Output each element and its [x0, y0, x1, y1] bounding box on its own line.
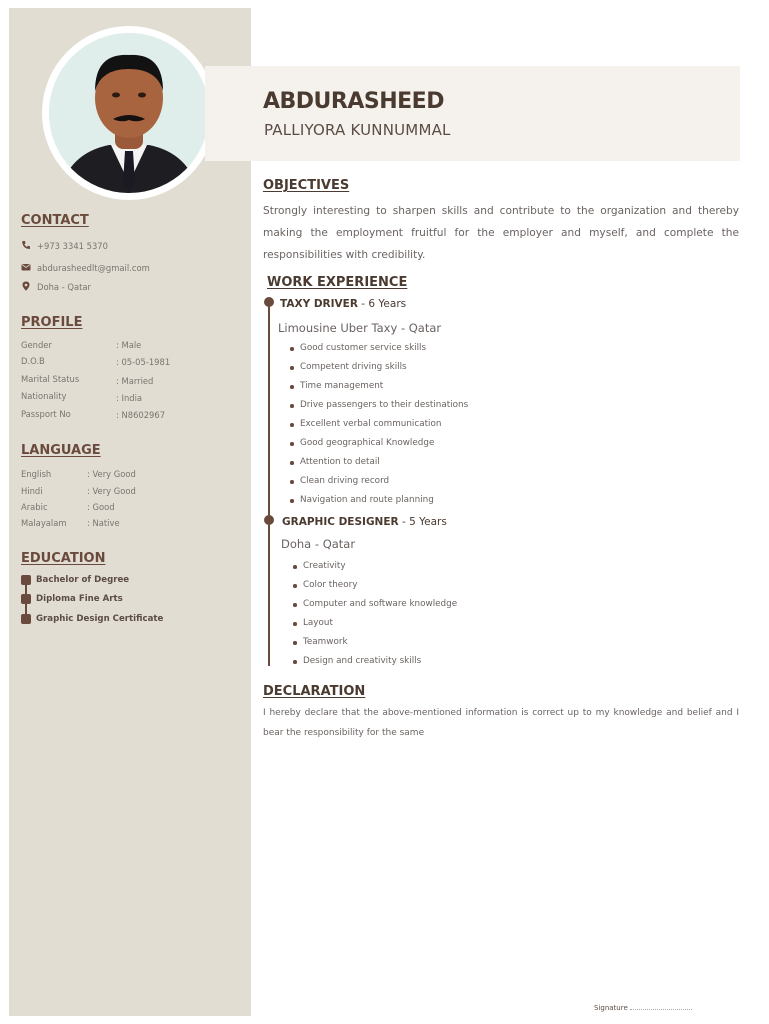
- timeline-marker: [264, 515, 274, 525]
- language-label: Hindi: [21, 486, 43, 496]
- job-duration: - 6 Years: [357, 298, 407, 310]
- profile-label: Marital Status: [21, 374, 80, 384]
- timeline-marker: [21, 594, 31, 604]
- contact-heading: CONTACT: [21, 213, 89, 228]
- objectives-heading: OBJECTIVES: [263, 178, 350, 193]
- declaration-heading: DECLARATION: [263, 684, 366, 699]
- profile-label: Passport No: [21, 409, 71, 419]
- job-title-row: [280, 298, 406, 310]
- profile-label: Gender: [21, 340, 52, 350]
- profile-label: Nationality: [21, 391, 67, 401]
- timeline-marker: [21, 575, 31, 585]
- profile-value: : India: [116, 393, 143, 403]
- profile-value: : N8602967: [116, 410, 166, 420]
- duty-item: Creativity: [291, 557, 457, 576]
- candidate-surname: PALLIYORA KUNNUMMAL: [264, 121, 451, 139]
- duty-item: Clean driving record: [288, 472, 468, 491]
- job-title: TAXY DRIVER: [280, 298, 358, 310]
- contact-email: abdurasheedlt@gmail.com: [37, 263, 150, 273]
- language-level: : Good: [87, 502, 115, 512]
- job-title: GRAPHIC DESIGNER: [282, 516, 399, 528]
- signature-label: Signature: [594, 1004, 628, 1012]
- language-level: : Very Good: [87, 486, 136, 496]
- education-item: Diploma Fine Arts: [36, 594, 123, 604]
- timeline-marker: [21, 614, 31, 624]
- profile-heading: PROFILE: [21, 315, 83, 330]
- duty-item: Time management: [288, 377, 468, 396]
- duty-item: Competent driving skills: [288, 358, 468, 377]
- location-pin-icon: [21, 281, 31, 291]
- duty-item: Good customer service skills: [288, 339, 468, 358]
- objectives-text: Strongly interesting to sharpen skills and contribute to the organization and thereby making the employment fruitful for the employer and myself, and complete the responsibilities with credibility.: [263, 205, 739, 261]
- profile-photo: [49, 33, 209, 193]
- education-item: Graphic Design Certificate: [36, 614, 164, 624]
- language-level: : Very Good: [87, 469, 136, 479]
- duty-item: Computer and software knowledge: [291, 595, 457, 614]
- duty-list: [288, 339, 468, 510]
- job-duration: - 5 Years: [398, 516, 447, 528]
- contact-phone: +973 3341 5370: [37, 241, 108, 251]
- profile-label: D.O.B: [21, 356, 45, 366]
- language-label: Malayalam: [21, 518, 67, 528]
- work-experience-heading: WORK EXPERIENCE: [267, 275, 408, 290]
- duty-item: Teamwork: [291, 633, 457, 652]
- language-level: : Native: [87, 518, 120, 528]
- job-company: Doha - Qatar: [281, 537, 356, 551]
- profile-value: : 05-05-1981: [116, 357, 171, 367]
- language-label: Arabic: [21, 502, 48, 512]
- declaration-text: I hereby declare that the above-mentioned information is correct up to my knowledge and belief and I bear the responsibility for the same: [263, 708, 739, 738]
- duty-item: Drive passengers to their destinations: [288, 396, 468, 415]
- phone-icon: [21, 240, 31, 250]
- duty-item: Color theory: [291, 576, 457, 595]
- education-item: Bachelor of Degree: [36, 575, 130, 585]
- timeline-marker: [264, 297, 274, 307]
- duty-item: Navigation and route planning: [288, 491, 468, 510]
- candidate-name: ABDURASHEED: [263, 89, 444, 114]
- profile-value: : Male: [116, 340, 142, 350]
- work-timeline: [268, 302, 270, 666]
- duty-item: Design and creativity skills: [291, 652, 457, 671]
- job-title-row: [282, 516, 447, 528]
- education-heading: EDUCATION: [21, 551, 106, 566]
- contact-location: Doha - Qatar: [37, 282, 91, 292]
- duty-item: Layout: [291, 614, 457, 633]
- avatar: [49, 33, 209, 193]
- profile-value: : Married: [116, 376, 154, 386]
- duty-list: [291, 557, 457, 671]
- duty-item: Good geographical Knowledge: [288, 434, 468, 453]
- language-heading: LANGUAGE: [21, 443, 101, 458]
- email-icon: [21, 262, 31, 272]
- job-company: Limousine Uber Taxy - Qatar: [278, 321, 442, 335]
- duty-item: Attention to detail: [288, 453, 468, 472]
- signature-blank: [630, 1009, 692, 1010]
- duty-item: Excellent verbal communication: [288, 415, 468, 434]
- language-label: English: [21, 469, 52, 479]
- signature-line: [594, 1004, 692, 1012]
